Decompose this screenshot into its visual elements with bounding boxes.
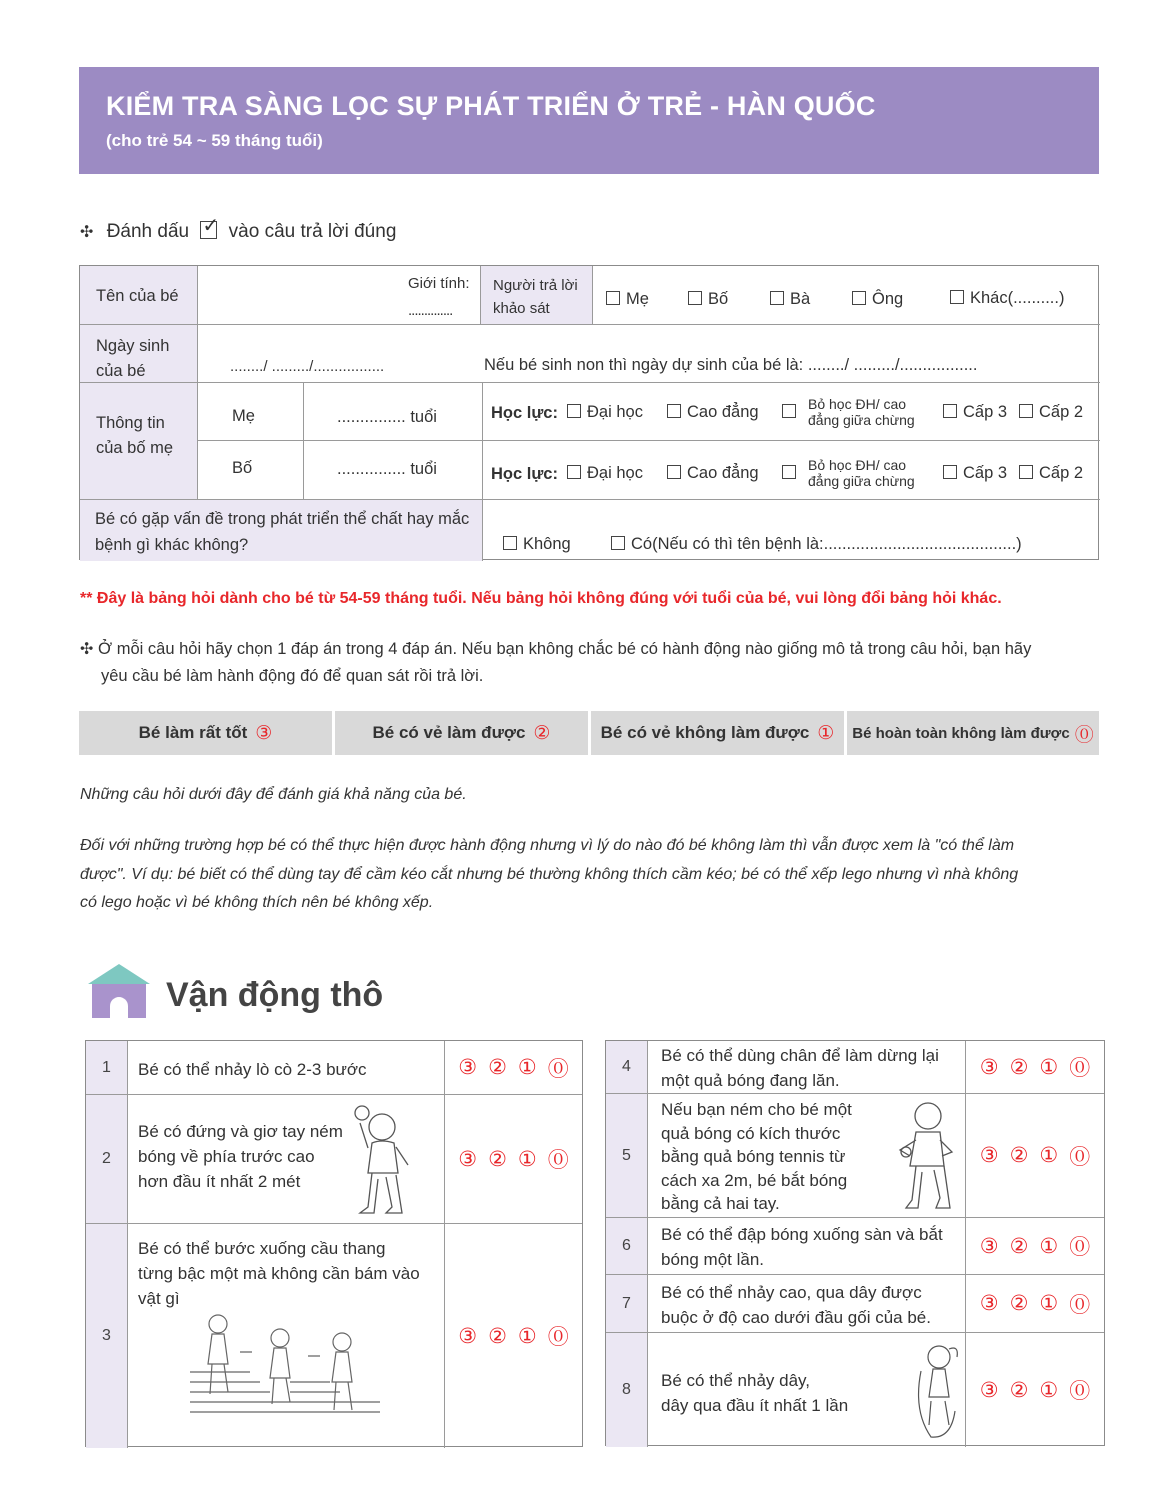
question-row-3 [86, 1224, 582, 1448]
mother-age-blank: ............... tuổi [337, 408, 437, 426]
answer-2[interactable]: ② [1009, 1055, 1029, 1079]
answer-options[interactable] [444, 1041, 582, 1094]
mother-education-cell: Học lực: Đại học Cao đẳng Bỏ học ĐH/ cao đẳng giữa chừng Cấp 3 Cấp 2 [483, 383, 1100, 441]
father-age-cell[interactable] [304, 441, 483, 500]
checkbox[interactable] [667, 404, 681, 418]
question-number: 6 [606, 1218, 648, 1274]
answer-3[interactable]: ③ [458, 1147, 478, 1171]
mother-label-cell [198, 383, 304, 441]
checkbox[interactable] [688, 291, 702, 305]
gender-blank: .............. [408, 302, 453, 319]
father-education-cell: Học lực: Đại học Cao đẳng Bỏ học ĐH/ cao đẳng giữa chừng Cấp 3 Cấp 2 [483, 441, 1100, 500]
bullet-cross-icon: ✣ [80, 224, 94, 241]
question-row-5 [606, 1094, 1104, 1218]
parents-label-cell [80, 383, 198, 500]
dob-label: Ngày sinh của bé [96, 337, 170, 380]
answer-options[interactable] [965, 1275, 1104, 1332]
checkbox[interactable] [782, 404, 796, 418]
answer-3[interactable]: ③ [458, 1324, 478, 1348]
respondent-label: Người trả lời khảo sát [493, 277, 578, 317]
child-name-input[interactable] [198, 266, 401, 325]
answer-3[interactable]: ③ [979, 1055, 999, 1079]
question-row-4 [606, 1041, 1104, 1094]
answer-1[interactable]: ① [1039, 1234, 1059, 1258]
dob-label-cell [80, 325, 198, 383]
answer-0[interactable]: ⓪ [547, 1326, 569, 1349]
answer-1[interactable]: ① [1039, 1378, 1059, 1402]
scale-item: Bé làm rất tốt ③ [79, 711, 332, 755]
answer-2[interactable]: ② [1009, 1292, 1029, 1315]
mother-age-cell[interactable] [304, 383, 483, 441]
father-age-blank: ............... tuổi [337, 460, 437, 478]
scale-item: Bé hoàn toàn không làm được ⓪ [847, 711, 1099, 755]
scale-item: Bé có vẻ không làm được ① [591, 711, 844, 755]
answer-2[interactable]: ② [1009, 1234, 1029, 1258]
answer-0[interactable]: ⓪ [1069, 1057, 1091, 1080]
question-text: Bé có thể nhảy dây, dây qua đầu ít nhất 1 lần [661, 1371, 849, 1415]
question-number: 2 [86, 1095, 128, 1223]
question-number: 5 [606, 1094, 648, 1217]
question-number: 1 [86, 1041, 128, 1094]
health-no[interactable]: Không [503, 535, 571, 554]
answer-options[interactable] [965, 1041, 1104, 1093]
father-label-cell [198, 441, 304, 500]
answer-0[interactable]: ⓪ [1069, 1236, 1091, 1259]
page-title: KIỂM TRA SÀNG LỌC SỰ PHÁT TRIỂN Ở TRẺ - HÀN QUỐC [106, 91, 876, 121]
answer-options[interactable] [444, 1095, 582, 1223]
gender-cell[interactable] [401, 266, 481, 325]
checkbox[interactable] [943, 404, 957, 418]
guide-line-1: Ở mỗi câu hỏi hãy chọn 1 đáp án trong 4 đáp án. Nếu bạn không chắc bé có hành động nào giống mô tả trong câu hỏi, bạn hãy [98, 640, 1032, 658]
checkbox[interactable] [606, 291, 620, 305]
checkbox[interactable] [567, 465, 581, 479]
answer-2[interactable]: ② [1009, 1378, 1029, 1402]
father-label: Bố [232, 459, 253, 477]
gender-label: Giới tính: [408, 275, 470, 292]
health-question-cell [80, 500, 483, 561]
question-number: 8 [606, 1333, 648, 1447]
respondent-option-mother[interactable]: Mẹ [606, 290, 649, 309]
checkbox[interactable] [943, 465, 957, 479]
question-text: Bé có thể nhảy lò cò 2-3 bước [138, 1060, 367, 1079]
answer-0[interactable]: ⓪ [547, 1149, 569, 1172]
note-p1: Những câu hỏi dưới đây để đánh giá khả năng của bé. [80, 786, 467, 803]
checkbox[interactable] [503, 536, 517, 550]
question-row-2 [86, 1095, 582, 1224]
answer-1[interactable]: ① [1039, 1055, 1059, 1079]
mother-label: Mẹ [232, 407, 255, 425]
answer-1[interactable]: ① [517, 1147, 537, 1171]
age-warning: ** Đây là bảng hỏi dành cho bé từ 54-59 tháng tuổi. Nếu bảng hỏi không đúng với tuổi của bé, vui lòng đổi bảng hỏi khác. [80, 590, 1002, 607]
answer-3[interactable]: ③ [979, 1292, 999, 1315]
instruction-suffix: vào câu trả lời đúng [228, 221, 397, 242]
answer-3[interactable]: ③ [979, 1378, 999, 1402]
answer-2[interactable]: ② [1009, 1144, 1029, 1167]
respondent-option-father[interactable]: Bố [688, 290, 728, 309]
edu-highschool[interactable]: Cấp 3 [943, 403, 1007, 422]
checkbox[interactable] [770, 291, 784, 305]
question-text: Nếu bạn ném cho bé một quả bóng có kích thước bằng quả bóng tennis từ cách xa 2m, bé bắt bóng bằng cả hai tay. [661, 1100, 852, 1213]
stairs-illustration [190, 1312, 386, 1422]
respondent-option-grandpa[interactable]: Ông [852, 290, 903, 309]
checkbox[interactable] [852, 291, 866, 305]
child-name-label-cell [80, 266, 198, 325]
respondent-options [593, 266, 1100, 325]
question-row-7 [606, 1275, 1104, 1333]
parents-label: Thông tin của bố mẹ [96, 414, 174, 457]
answer-0[interactable]: ⓪ [1069, 1145, 1091, 1169]
question-text: Bé có đứng và giơ tay ném bóng về phía trước cao hơn đầu ít nhất 2 mét [138, 1122, 343, 1191]
answer-options[interactable] [965, 1218, 1104, 1274]
edu-university[interactable]: Đại học [567, 464, 643, 483]
answer-options[interactable] [444, 1224, 582, 1448]
child-catching-illustration [896, 1100, 962, 1214]
child-jumping-rope-illustration [911, 1341, 965, 1441]
respondent-label-cell [481, 266, 593, 325]
answer-1[interactable]: ① [517, 1324, 537, 1348]
child-info-table [79, 265, 1099, 560]
edu-college[interactable]: Cao đẳng [667, 464, 759, 483]
house-icon [86, 962, 152, 1020]
answer-3[interactable]: ③ [979, 1234, 999, 1258]
respondent-option-grandma[interactable]: Bà [770, 290, 810, 309]
checkbox[interactable] [782, 465, 796, 479]
section-title: Vận động thô [166, 976, 384, 1014]
answer-options[interactable] [965, 1094, 1104, 1217]
question-row-1 [86, 1041, 582, 1095]
answer-1[interactable]: ① [1039, 1292, 1059, 1315]
answer-1[interactable]: ① [517, 1056, 537, 1079]
question-number: 7 [606, 1275, 648, 1332]
question-text: Bé có thể đập bóng xuống sàn và bắt bóng một lần. [661, 1225, 943, 1269]
checkbox[interactable] [950, 290, 964, 304]
question-number: 3 [86, 1224, 128, 1448]
guide-text [80, 636, 1031, 689]
child-throwing-illustration [352, 1103, 420, 1219]
answer-3[interactable]: ③ [979, 1144, 999, 1167]
header-banner [79, 67, 1099, 174]
dob-cell[interactable] [198, 325, 1100, 383]
question-table-right [605, 1040, 1105, 1446]
answer-3[interactable]: ③ [458, 1056, 478, 1079]
edu-university[interactable]: Đại học [567, 403, 643, 422]
question-text: Bé có thể dùng chân để làm dừng lại một quả bóng đang lăn. [661, 1046, 939, 1090]
checkbox[interactable] [567, 404, 581, 418]
edu-secondary[interactable]: Cấp 2 [1019, 403, 1083, 422]
checkbox[interactable] [611, 536, 625, 550]
answer-options[interactable] [965, 1333, 1104, 1447]
edu-college[interactable]: Cao đẳng [667, 403, 759, 422]
answer-2[interactable]: ② [488, 1056, 507, 1079]
health-question: Bé có gặp vấn đề trong phát triển thể chất hay mắc bệnh gì khác không? [95, 510, 470, 554]
checkbox[interactable] [1019, 465, 1033, 479]
answer-0[interactable]: ⓪ [1069, 1293, 1091, 1317]
answer-0[interactable]: ⓪ [547, 1057, 569, 1081]
checkbox[interactable] [1019, 404, 1033, 418]
edu-highschool[interactable]: Cấp 3 [943, 464, 1007, 483]
bullet-cross-icon: ✣ [80, 641, 94, 658]
answer-1[interactable]: ① [1039, 1144, 1059, 1167]
instruction-line [80, 215, 397, 243]
scale-item: Bé có vẻ làm được ② [335, 711, 588, 755]
question-table-left [85, 1040, 583, 1447]
dob-blank: ......../ ........./................. [230, 358, 385, 375]
education-label: Học lực: [491, 465, 558, 483]
checkbox[interactable] [667, 465, 681, 479]
health-yes[interactable]: Có(Nếu có thì tên bệnh là:..........................................) [611, 535, 1022, 554]
answer-0[interactable]: ⓪ [1069, 1380, 1091, 1403]
question-row-8 [606, 1333, 1104, 1447]
note-p2: Đối với những trường hợp bé có thể thực hiện được hành động nhưng vì lý do nào đó bé không làm thì vẫn được xem là "có thể làm được". Ví dụ: bé biết có thể dùng tay để cầm kéo cắt nhưng bé thường không thích cầm kéo; bé có thể xếp lego nhưng vì nhà không có lego hoặc vì bé không thích nên bé không xếp. [80, 837, 1019, 911]
question-text: Bé có thể nhảy cao, qua dây được buộc ở độ cao dưới đầu gối của bé. [661, 1283, 931, 1327]
question-number: 4 [606, 1041, 648, 1093]
child-name-label: Tên của bé [96, 287, 179, 305]
instruction-prefix: Đánh dấu [106, 221, 190, 242]
answer-2[interactable]: ② [488, 1147, 507, 1171]
page-subtitle: (cho trẻ 54 ~ 59 tháng tuổi) [106, 131, 323, 150]
checked-box-icon: ✓ [202, 215, 220, 237]
premature-due-date: Nếu bé sinh non thì ngày dự sinh của bé là: ......../ ........./................. [484, 356, 978, 374]
health-answer-cell [483, 500, 1100, 561]
answer-2[interactable]: ② [488, 1324, 507, 1348]
respondent-option-other[interactable]: Khác(..........) [950, 289, 1064, 308]
edu-secondary[interactable]: Cấp 2 [1019, 464, 1083, 483]
education-label: Học lực: [491, 404, 558, 422]
question-text: Bé có thể bước xuống cầu thang từng bậc một mà không cần bám vào vật gì [138, 1239, 420, 1308]
answer-scale [79, 711, 1099, 755]
guide-line-2: yêu cầu bé làm hành động đó để quan sát rồi trả lời. [101, 667, 484, 685]
question-row-6 [606, 1218, 1104, 1275]
